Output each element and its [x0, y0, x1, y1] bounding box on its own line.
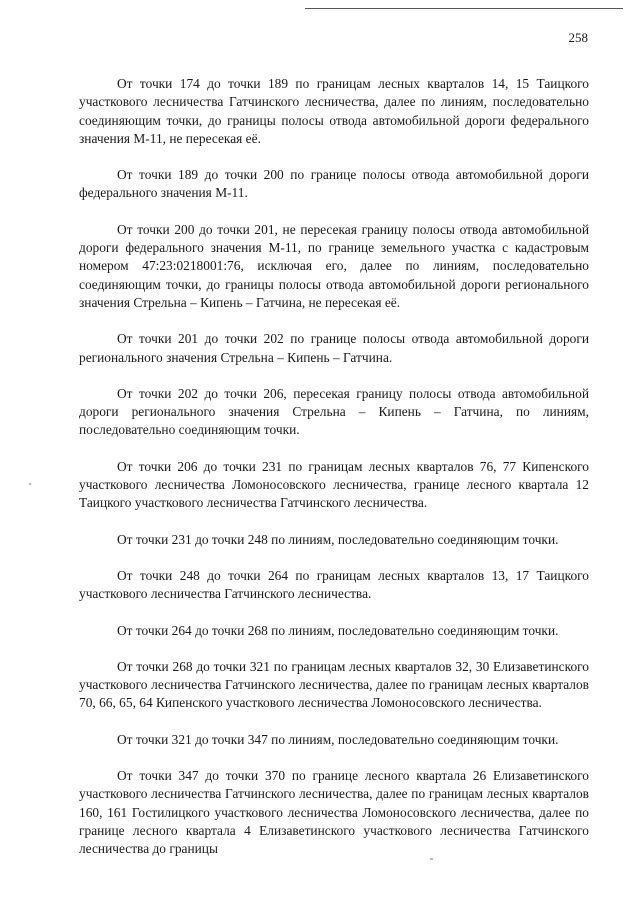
paragraph-12: От точки 347 до точки 370 по границе лесного квартала 26 Елизаветинского участкового лесничества Гатчинского лесничества, далее по границам лесных кварталов 160, 161 Гостилицкого участкового лесничества Ломоносовского лесничества, далее по границе лесного квартала 4 Елизаветинского участкового лесничества Гатчинского лесничества до границы: [79, 768, 589, 857]
paragraph-8: От точки 248 до точки 264 по границам лесных кварталов 13, 17 Таицкого участкового лесничества Гатчинского лесничества.: [79, 567, 589, 602]
paragraph-9: От точки 264 до точки 268 по линиям, последовательно соединяющим точки.: [117, 622, 559, 638]
paragraph-11: От точки 321 до точки 347 по линиям, последовательно соединяющим точки.: [117, 731, 559, 747]
page-number: 258: [568, 30, 588, 45]
paragraph-4: От точки 201 до точки 202 по границе полосы отвода автомобильной дороги регионального значения Стрельна – Кипень – Гатчина.: [79, 331, 589, 365]
paragraph-5: От точки 202 до точки 206, пересекая границу полосы отвода автомобильной дороги регионального значения Стрельна – Кипень – Гатчина, по линиям, последовательно соединяющим точки.: [79, 385, 589, 438]
paragraph-10: От точки 268 до точки 321 по границам лесных кварталов 32, 30 Елизаветинского участкового лесничества Гатчинского лесничества, далее по границам лесных кварталов 70, 66, 65, 64 Кипенского участкового лесничества Ломоносовского лесничества.: [79, 658, 589, 711]
paragraph-7: От точки 231 до точки 248 по линиям, последовательно соединяющим точки.: [117, 531, 559, 547]
scan-speck: [29, 483, 31, 485]
paragraph-2: От точки 189 до точки 200 по границе полосы отвода автомобильной дороги федерального значения М-11.: [79, 167, 589, 201]
document-body: [79, 75, 589, 877]
paragraph-3: От точки 200 до точки 201, не пересекая границу полосы отвода автомобильной дороги федерального значения М-11, по границе земельного участка с кадастровым номером 47:23:0218001:76, исключая его, далее по линиям, последовательно соединяющим точки, до границы полосы отвода автомобильной дороги регионального значения Стрельна – Кипень – Гатчина, не пересекая её.: [79, 221, 589, 310]
paragraph-1: От точки 174 до точки 189 по границам лесных кварталов 14, 15 Таицкого участкового лесничества Гатчинского лесничества, далее по линиям, последовательно соединяющим точки, до границы полосы отвода автомобильной дороги федерального значения М-11, не пересекая её.: [79, 76, 589, 146]
scan-speck: [430, 858, 433, 860]
top-rule-line: [305, 8, 623, 9]
paragraph-6: От точки 206 до точки 231 по границам лесных кварталов 76, 77 Кипенского участкового лесничества Ломоносовского лесничества, границе лесного квартала 12 Таицкого участкового лесничества Гатчинского лесничества.: [79, 458, 589, 511]
